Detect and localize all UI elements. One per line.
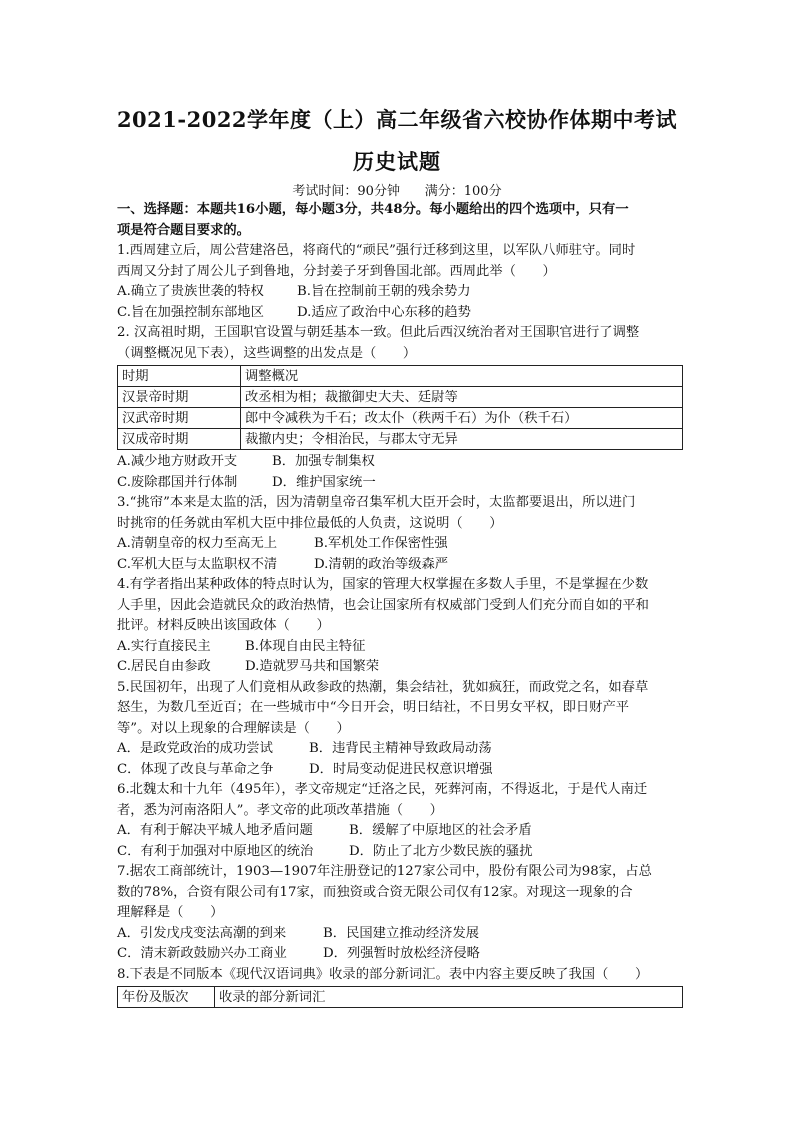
option-d: D.适应了政治中心东移的趋势 [297,304,471,320]
option-c: C．体现了改良与革命之争 [117,761,274,777]
table-cell: 汉成帝时期 [118,429,241,450]
option-a: A.确立了贵族世袭的特权 [117,284,264,299]
option-c: C.旨在加强控制东部地区 [117,304,264,320]
section-heading: 一、选择题：本题共16小题，每小题3分，共48分。每小题给出的四个选项中，只有一 [117,202,629,217]
table-header-cell: 年份及版次 [118,987,215,1008]
question-2-stem: 2. 汉高祖时期，王国职官设置与朝廷基本一致。但此后西汉统治者对王国职官进行了调整 [117,325,640,340]
option-a: A．是政党政治的成功尝试 [117,741,273,756]
option-d: D．时局变动促进民权意识增强 [309,761,493,777]
exam-subtitle: 历史试题 [353,149,441,174]
question-4-stem: 4.有学者指出某种政体的特点时认为，国家的管理大权掌握在多数人手里，不是掌握在少数 [117,577,649,592]
question-7-stem: 数的78%，合资有限公司有17家，而独资或合资无限公司仅有12家。对现这一现象的合 [117,884,633,900]
question-5-options [117,739,683,760]
table-header-cell: 调整概况 [241,366,683,387]
question-5-stem: 5.民国初年，出现了人们竟相从政参政的热潮，集会结社，犹如疯狂，而政党之名，如春草 [117,679,649,695]
table-cell: 裁撤内史；令相治民，与郡太守无异 [241,429,683,450]
option-b: B．加强专制集权 [272,454,375,469]
option-b: B.军机处工作保密性强 [314,536,448,551]
table-row [118,408,683,429]
option-b: B．民国建立推动经济发展 [323,925,480,941]
question-6-stem: 者，悉为河南洛阳人”。孝文帝的此项改革措施（ ） [117,802,443,818]
question-3-stem: 时挑帘的任务就由军机大臣中排位最低的人负责，这说明（ ） [117,515,503,531]
question-7-options [117,944,683,965]
question-5-options [117,760,683,781]
question-5-stem: 怒生，为数几至近百；在一些城市中“今日开会，明日结社，不日男女平权，即日财产平 [117,700,630,715]
option-a: A.实行直接民主 [117,638,211,654]
option-a: A.清朝皇帝的权力至高无上 [117,536,278,551]
option-d: D．列强暂时放松经济侵略 [323,946,480,961]
option-b: B.体现自由民主特征 [245,638,366,654]
option-a: A.减少地方财政开支 [117,454,238,469]
option-d: D.清朝的政治等级森严 [314,556,449,572]
question-5-stem: 等”。对以上现象的合理解读是（ ） [117,720,350,736]
option-b: B．违背民主精神导致政局动荡 [309,741,492,756]
question-4-stem: 人手里，因此会造就民众的政治热情，也会让国家所有权威部门受到人们充分而自如的平和 [117,597,649,613]
exam-title: 2021-2022学年度（上）高二年级省六校协作体期中考试 [116,107,678,132]
question-1-options [117,282,683,303]
question-3-options [117,534,683,555]
question-1-stem: 1.西周建立后，周公营建洛邑，将商代的“顽民”强行迁移到这里，以军队八师驻守。同时 [117,243,636,258]
full-score: 满分：100分 [424,184,502,199]
option-a: A．有利于解决平城人地矛盾问题 [117,823,313,838]
table-cell: 改丞相为相；裁撤御史大夫、廷尉等 [241,387,683,408]
exam-time: 考试时间：90分钟 [292,184,400,199]
question-7-stem: 7.据农工商部统计，1903—1907年注册登记的127家公司中，股份有限公司为98家，占总 [117,864,652,879]
option-c: C.居民自由参政 [117,659,211,674]
question-8-stem: 8.下表是不同版本《现代汉语词典》收录的部分新词汇。表中内容主要反映了我国（ ） [117,966,649,982]
table-row [118,387,683,408]
question-2-table [117,365,683,450]
question-7-options [117,924,683,945]
question-3-stem: 3.“挑帘”本来是太监的活，因为清朝皇帝召集军机大臣开会时，太监都要退出，所以进门 [117,495,636,510]
question-6-options [117,821,683,842]
table-cell: 汉景帝时期 [118,387,241,408]
question-1-stem: 西周又分封了周公儿子到鲁地，分封姜子牙到鲁国北部。西周此举（ ） [117,263,556,279]
option-b: B.旨在控制前王朝的残余势力 [297,284,471,299]
exam-content [117,200,683,1010]
option-d: D．维护国家统一 [272,474,376,490]
option-c: C.军机大臣与太监职权不清 [117,556,278,572]
table-row [118,429,683,450]
question-6-stem: 6.北魏太和十九年（495年），孝文帝规定“迁洛之民，死葬河南，不得返北，于是代人南迁 [117,782,648,797]
option-d: D.造就罗马共和国繁荣 [245,659,380,674]
question-2-stem: （调整概况见下表），这些调整的出发点是（ ） [117,345,417,361]
section-heading-cont: 项是符合题目要求的。 [117,222,250,238]
question-6-options [117,842,683,863]
question-7-stem: 理解释是（ ） [117,905,224,920]
table-header-cell: 时期 [118,366,241,387]
question-8-table [117,986,683,1008]
option-b: B．缓解了中原地区的社会矛盾 [349,823,532,838]
option-c: C．清末新政鼓励兴办工商业 [117,946,287,961]
question-4-stem: 批评。材料反映出该国政体（ ） [117,618,330,633]
option-c: C.废除郡国并行体制 [117,474,238,490]
question-3-options [117,555,683,576]
option-c: C．有利于加强对中原地区的统治 [117,843,314,859]
table-header-cell: 收录的部分新词汇 [215,987,683,1008]
table-header-row [118,987,683,1008]
question-1-options [117,303,683,324]
question-4-options [117,637,683,658]
option-a: A．引发戊戌变法高潮的到来 [117,925,287,941]
exam-info [0,180,794,199]
table-cell: 郎中令减秩为千石；改太仆（秩两千石）为仆（秩千石） [241,408,683,429]
question-2-options [117,452,683,473]
question-4-options [117,657,683,678]
table-header-row [118,366,683,387]
question-2-options [117,473,683,494]
option-d: D．防止了北方少数民族的骚扰 [349,843,533,859]
table-cell: 汉武帝时期 [118,408,241,429]
